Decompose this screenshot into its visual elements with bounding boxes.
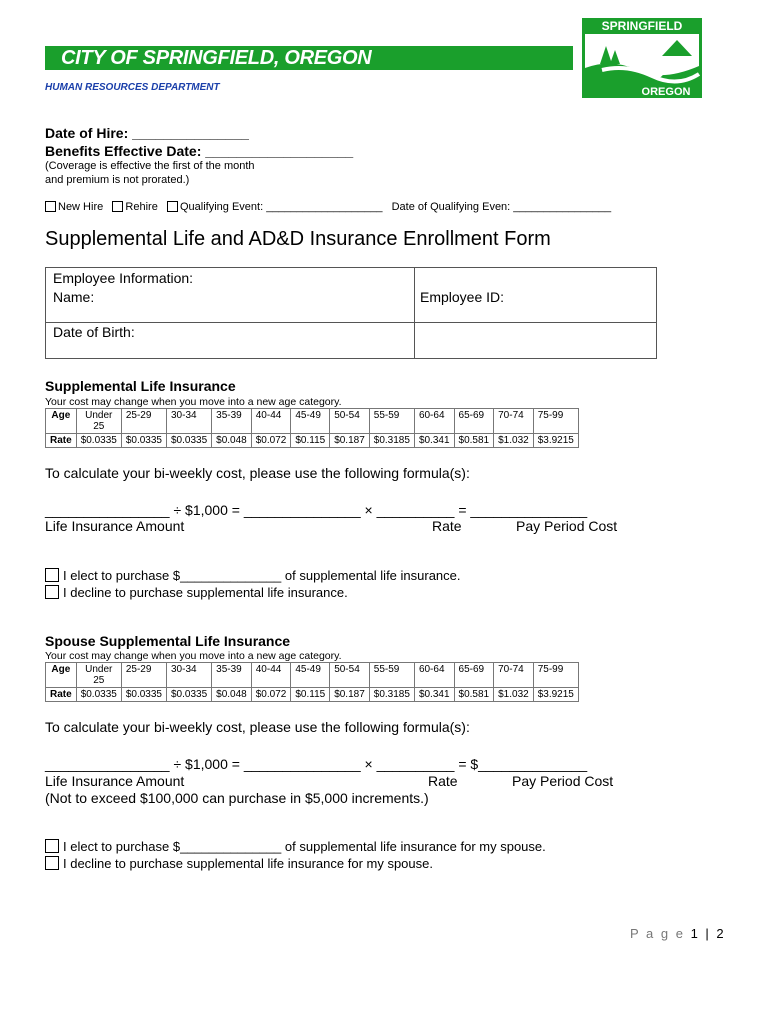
age-cell: 30-34 [167,409,212,434]
age-header: Age [46,409,77,434]
new-hire-checkbox[interactable] [45,201,56,212]
age-cell: Under 25 [76,409,121,434]
department-name: HUMAN RESOURCES DEPARTMENT [45,82,220,93]
rate-cell: $0.581 [454,688,494,702]
spouse-life-note: Your cost may change when you move into a new age category. [45,650,342,662]
elect-text[interactable]: I elect to purchase $______________ of supplemental life insurance. [63,568,461,583]
rate-header: Rate [46,434,77,448]
rate-cell: $0.3185 [369,688,414,702]
rate-cell: $0.341 [414,688,454,702]
rehire-label: Rehire [125,201,158,213]
age-header: Age [46,663,77,688]
rate-cell: $0.341 [414,434,454,448]
spouse-label-rate: Rate [428,773,458,789]
age-cell: 70-74 [494,409,534,434]
rate-cell: $0.187 [330,434,370,448]
rate-cell: $0.115 [291,434,330,448]
rehire-checkbox[interactable] [112,201,123,212]
spouse-decline-text: I decline to purchase supplemental life insurance for my spouse. [63,856,433,871]
age-cell: 30-34 [167,663,212,688]
spouse-life-heading: Spouse Supplemental Life Insurance [45,633,291,649]
event-options-row [45,201,611,213]
spouse-elect-text[interactable]: I elect to purchase $______________ of supplemental life insurance for my spouse. [63,839,546,854]
rate-cell: $0.0335 [76,434,121,448]
rate-cell: $1.032 [494,688,534,702]
rate-cell: $0.3185 [369,434,414,448]
rate-cell: $0.187 [330,688,370,702]
decline-checkbox[interactable] [45,585,59,599]
spouse-elect-checkbox[interactable] [45,839,59,853]
new-hire-label: New Hire [58,201,104,213]
spouse-elect-row [45,839,546,854]
coverage-note-1: (Coverage is effective the first of the month [45,160,255,172]
age-cell: 75-99 [533,409,578,434]
age-cell: 40-44 [251,409,291,434]
spouse-label-life-amount: Life Insurance Amount [45,773,185,789]
rate-cell: $0.048 [212,688,252,702]
age-cell: 35-39 [212,663,252,688]
decline-text: I decline to purchase supplemental life insurance. [63,585,348,600]
coverage-note-2: and premium is not prorated.) [45,174,190,186]
rate-cell: $3.9215 [533,434,578,448]
rate-cell: $0.0335 [121,688,166,702]
age-cell: 60-64 [414,663,454,688]
date-of-qualifying-field[interactable]: Date of Qualifying Even: ________________ [391,201,612,213]
label-rate: Rate [432,518,462,534]
label-life-amount: Life Insurance Amount [45,518,185,534]
age-cell: 50-54 [330,409,370,434]
rate-cell: $0.0335 [167,434,212,448]
rate-cell: $0.581 [454,434,494,448]
qualifying-event-field[interactable]: Qualifying Event: ___________________ [179,201,383,213]
formula-intro: To calculate your bi-weekly cost, please use the following formula(s): [45,465,470,481]
employee-info-heading: Employee Information: [53,270,194,286]
spouse-decline-checkbox[interactable] [45,856,59,870]
rate-cell: $1.032 [494,434,534,448]
age-cell: 45-49 [291,663,330,688]
rate-cell: $0.048 [212,434,252,448]
rate-cell: $0.115 [291,688,330,702]
rate-cell: $0.0335 [167,688,212,702]
age-cell: Under 25 [76,663,121,688]
date-of-hire[interactable]: Date of Hire: _______________ [45,125,249,141]
age-cell: 35-39 [212,409,252,434]
logo-bottom-text: OREGON [641,86,691,98]
supplemental-life-note: Your cost may change when you move into a new age category. [45,396,342,408]
form-title: Supplemental Life and AD&D Insurance Enrollment Form [45,228,551,250]
age-cell: 55-59 [369,663,414,688]
spouse-formula-intro: To calculate your bi-weekly cost, please use the following formula(s): [45,719,470,735]
supplemental-life-rate-table [45,408,579,448]
supplemental-life-heading: Supplemental Life Insurance [45,378,236,394]
date-of-birth-field[interactable]: Date of Birth: [53,324,135,340]
age-cell: 55-59 [369,409,414,434]
label-pay-period-cost: Pay Period Cost [516,518,618,534]
rate-cell: $0.0335 [121,434,166,448]
city-banner [45,46,573,70]
spouse-label-pay-period-cost: Pay Period Cost [512,773,614,789]
city-title: CITY OF SPRINGFIELD, OREGON [61,47,372,69]
spouse-life-rate-table [45,662,579,702]
elect-checkbox[interactable] [45,568,59,582]
rate-cell: $3.9215 [533,688,578,702]
age-cell: 25-29 [121,663,166,688]
age-cell: 65-69 [454,409,494,434]
elect-row [45,568,461,583]
age-cell: 50-54 [330,663,370,688]
page-count: 1 | 2 [690,926,726,941]
age-cell: 25-29 [121,409,166,434]
rate-cell: $0.072 [251,688,291,702]
decline-row [45,585,348,600]
page-word: P a g e [630,926,685,941]
springfield-logo [582,18,702,98]
spouse-decline-row [45,856,433,871]
name-field[interactable]: Name: [53,289,95,305]
qualifying-event-checkbox[interactable] [167,201,178,212]
rate-header: Rate [46,688,77,702]
page-number [630,926,726,941]
spouse-limit-note: (Not to exceed $100,000 can purchase in $5,000 increments.) [45,790,429,806]
rate-cell: $0.0335 [76,688,121,702]
logo-top-text: SPRINGFIELD [601,19,683,33]
age-cell: 65-69 [454,663,494,688]
formula-line[interactable]: ________________ ÷ $1,000 = _______________ × __________ = _______________ [45,502,588,518]
age-cell: 70-74 [494,663,534,688]
employee-info-box [45,267,657,359]
benefits-effective-date[interactable]: Benefits Effective Date: ___________________ [45,143,354,159]
age-cell: 45-49 [291,409,330,434]
age-cell: 75-99 [533,663,578,688]
employee-id-field[interactable]: Employee ID: [420,289,505,305]
age-cell: 60-64 [414,409,454,434]
age-cell: 40-44 [251,663,291,688]
rate-cell: $0.072 [251,434,291,448]
spouse-formula-line[interactable]: ________________ ÷ $1,000 = _______________ × __________ = $______________ [45,756,588,772]
